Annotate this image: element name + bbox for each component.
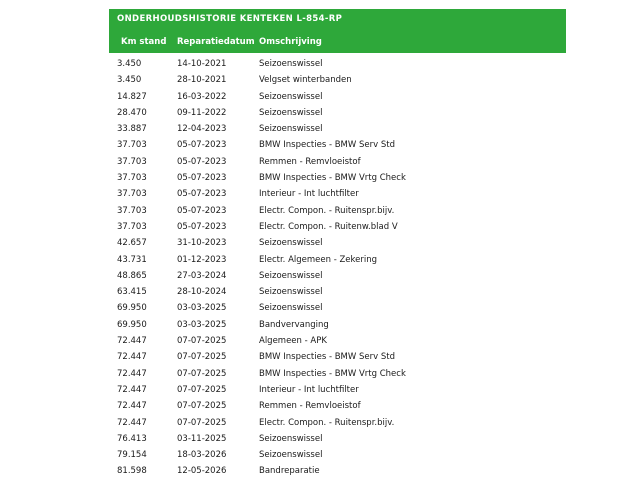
description-cell: BMW Inspecties - BMW Vrtg Check xyxy=(259,368,406,379)
date-cell: 07-07-2025 xyxy=(177,336,227,347)
column-header-description: Omschrijving xyxy=(259,37,322,47)
description-cell: Seizoenswissel xyxy=(259,287,323,298)
km-cell: 14.827 xyxy=(117,91,147,102)
km-cell: 37.703 xyxy=(117,205,147,216)
date-cell: 05-07-2023 xyxy=(177,140,227,151)
date-cell: 27-03-2024 xyxy=(177,270,227,281)
date-cell: 03-11-2025 xyxy=(177,433,227,444)
km-cell: 3.450 xyxy=(117,75,142,86)
table-row xyxy=(109,463,566,479)
km-cell: 72.447 xyxy=(117,368,147,379)
table-row xyxy=(109,333,566,349)
table-row xyxy=(109,203,566,219)
description-cell: Seizoenswissel xyxy=(259,270,323,281)
table-title: ONDERHOUDSHISTORIE KENTEKEN L-854-RP xyxy=(117,14,343,24)
km-cell: 43.731 xyxy=(117,254,147,265)
km-cell: 81.598 xyxy=(117,466,147,477)
date-cell: 03-03-2025 xyxy=(177,319,227,330)
column-header-date: Reparatiedatum xyxy=(177,37,255,47)
description-cell: Seizoenswissel xyxy=(259,107,323,118)
table-row xyxy=(109,349,566,365)
description-cell: Seizoenswissel xyxy=(259,303,323,314)
date-cell: 07-07-2025 xyxy=(177,384,227,395)
km-cell: 33.887 xyxy=(117,124,147,135)
description-cell: Remmen - Remvloeistof xyxy=(259,156,361,167)
km-cell: 72.447 xyxy=(117,384,147,395)
maintenance-history-table xyxy=(109,9,566,480)
description-cell: Interieur - Int luchtfilter xyxy=(259,189,359,200)
table-row xyxy=(109,300,566,316)
date-cell: 18-03-2026 xyxy=(177,450,227,461)
date-cell: 12-05-2026 xyxy=(177,466,227,477)
table-row xyxy=(109,154,566,170)
description-cell: Remmen - Remvloeistof xyxy=(259,401,361,412)
description-cell: Electr. Algemeen - Zekering xyxy=(259,254,378,265)
date-cell: 05-07-2023 xyxy=(177,173,227,184)
km-cell: 69.950 xyxy=(117,303,147,314)
description-cell: Bandvervanging xyxy=(259,319,329,330)
date-cell: 07-07-2025 xyxy=(177,401,227,412)
table-row xyxy=(109,219,566,235)
table-row xyxy=(109,137,566,153)
table-row xyxy=(109,170,566,186)
km-cell: 37.703 xyxy=(117,189,147,200)
description-cell: Electr. Compon. - Ruitenw.blad V xyxy=(259,221,398,232)
description-cell: Seizoenswissel xyxy=(259,450,323,461)
description-cell: Velgset winterbanden xyxy=(259,75,352,86)
date-cell: 05-07-2023 xyxy=(177,221,227,232)
description-cell: Electr. Compon. - Ruitenspr.bijv. xyxy=(259,205,395,216)
table-row xyxy=(109,284,566,300)
description-cell: BMW Inspecties - BMW Serv Std xyxy=(259,140,395,151)
table-row xyxy=(109,252,566,268)
description-cell: BMW Inspecties - BMW Serv Std xyxy=(259,352,395,363)
table-row xyxy=(109,366,566,382)
km-cell: 3.450 xyxy=(117,59,142,69)
date-cell: 28-10-2021 xyxy=(177,75,227,86)
table-header xyxy=(109,9,566,53)
description-cell: Bandreparatie xyxy=(259,466,320,477)
date-cell: 05-07-2023 xyxy=(177,189,227,200)
description-cell: Seizoenswissel xyxy=(259,124,323,135)
date-cell: 03-03-2025 xyxy=(177,303,227,314)
table-row xyxy=(109,447,566,463)
description-cell: Seizoenswissel xyxy=(259,91,323,102)
table-row xyxy=(109,268,566,284)
km-cell: 72.447 xyxy=(117,417,147,428)
description-cell: BMW Inspecties - BMW Vrtg Check xyxy=(259,173,406,184)
table-row xyxy=(109,431,566,447)
table-row xyxy=(109,415,566,431)
description-cell: Algemeen - APK xyxy=(259,336,327,347)
table-row xyxy=(109,105,566,121)
km-cell: 69.950 xyxy=(117,319,147,330)
km-cell: 72.447 xyxy=(117,352,147,363)
table-row xyxy=(109,382,566,398)
table-row xyxy=(109,72,566,88)
km-cell: 48.865 xyxy=(117,270,147,281)
table-row xyxy=(109,56,566,72)
date-cell: 28-10-2024 xyxy=(177,287,227,298)
km-cell: 76.413 xyxy=(117,433,147,444)
table-row xyxy=(109,121,566,137)
description-cell: Seizoenswissel xyxy=(259,433,323,444)
table-row xyxy=(109,317,566,333)
table-row xyxy=(109,89,566,105)
km-cell: 37.703 xyxy=(117,156,147,167)
table-row xyxy=(109,186,566,202)
km-cell: 28.470 xyxy=(117,107,147,118)
date-cell: 31-10-2023 xyxy=(177,238,227,249)
date-cell: 05-07-2023 xyxy=(177,205,227,216)
date-cell: 07-07-2025 xyxy=(177,417,227,428)
date-cell: 05-07-2023 xyxy=(177,156,227,167)
date-cell: 01-12-2023 xyxy=(177,254,227,265)
date-cell: 07-07-2025 xyxy=(177,368,227,379)
description-cell: Electr. Compon. - Ruitenspr.bijv. xyxy=(259,417,395,428)
km-cell: 63.415 xyxy=(117,287,147,298)
km-cell: 72.447 xyxy=(117,336,147,347)
date-cell: 07-07-2025 xyxy=(177,352,227,363)
table-row xyxy=(109,398,566,414)
km-cell: 37.703 xyxy=(117,173,147,184)
date-cell: 12-04-2023 xyxy=(177,124,227,135)
date-cell: 09-11-2022 xyxy=(177,107,227,118)
km-cell: 37.703 xyxy=(117,140,147,151)
date-cell: 16-03-2022 xyxy=(177,91,227,102)
description-cell: Interieur - Int luchtfilter xyxy=(259,384,359,395)
km-cell: 79.154 xyxy=(117,450,147,461)
table-body xyxy=(109,56,566,480)
km-cell: 72.447 xyxy=(117,401,147,412)
km-cell: 42.657 xyxy=(117,238,147,249)
date-cell: 14-10-2021 xyxy=(177,59,227,69)
description-cell: Seizoenswissel xyxy=(259,238,323,249)
description-cell: Seizoenswissel xyxy=(259,59,323,69)
column-header-km: Km stand xyxy=(121,37,167,47)
km-cell: 37.703 xyxy=(117,221,147,232)
table-row xyxy=(109,235,566,251)
